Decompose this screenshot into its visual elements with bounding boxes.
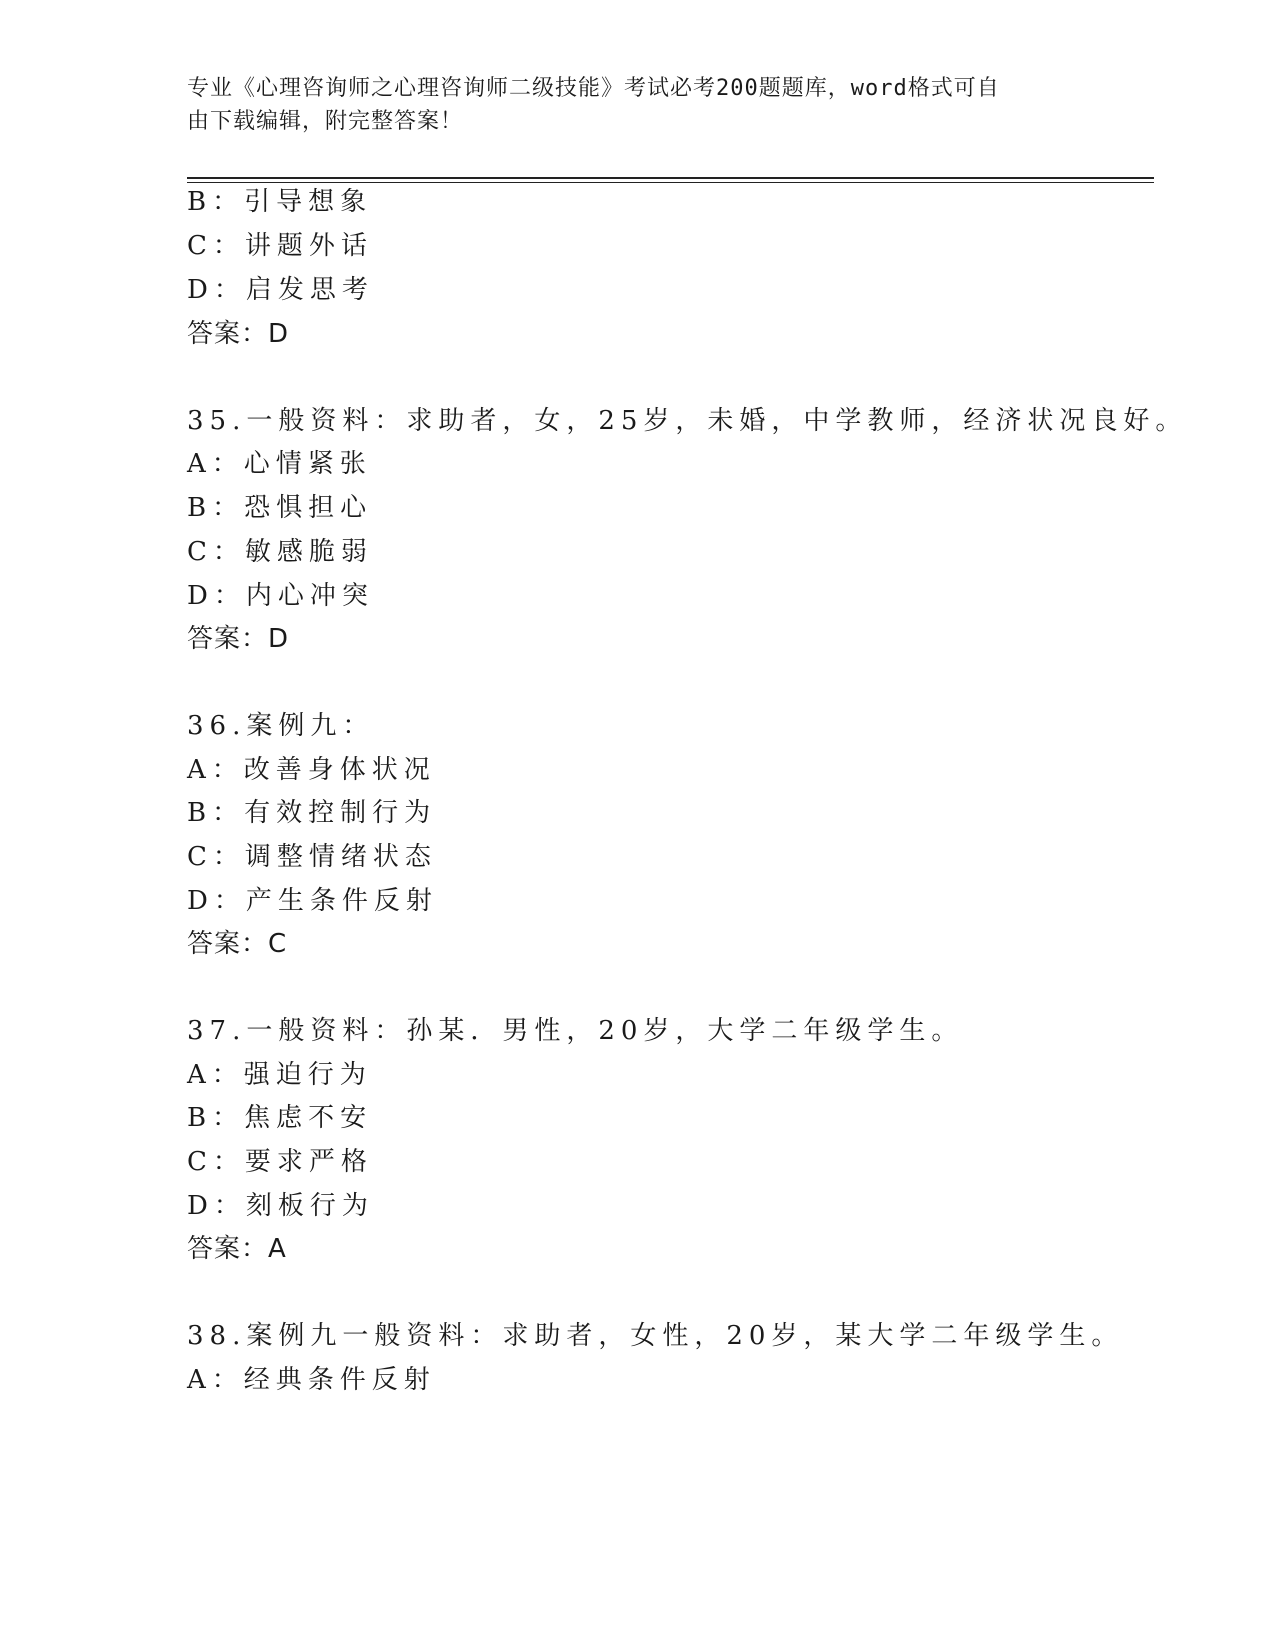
q36-option-c: C：调整情绪状态 <box>187 842 437 872</box>
q36-option-b: B：有效控制行为 <box>187 798 437 828</box>
q36-question: 36.案例九： <box>187 711 375 741</box>
q36-answer: 答案：C <box>187 929 288 959</box>
q38-question: 38.案例九一般资料：求助者，女性，20岁，某大学二年级学生。 <box>187 1321 1124 1351</box>
q37-question: 37.一般资料：孙某．男性，20岁，大学二年级学生。 <box>187 1016 964 1046</box>
q35-answer: 答案：D <box>187 624 290 654</box>
q34-option-d: D：启发思考 <box>187 275 374 305</box>
q35-question: 35.一般资料：求助者，女，25岁，未婚，中学教师，经济状况良好。 <box>187 406 1188 436</box>
q37-answer: 答案：A <box>187 1234 287 1264</box>
q35-option-a: A：心情紧张 <box>187 449 372 479</box>
q37-option-c: C：要求严格 <box>187 1147 373 1177</box>
q37-option-d: D：刻板行为 <box>187 1191 374 1221</box>
q35-option-d: D：内心冲突 <box>187 581 374 611</box>
q38-option-a: A：经典条件反射 <box>187 1365 436 1395</box>
q36-option-a: A：改善身体状况 <box>187 755 436 785</box>
q35-option-b: B：恐惧担心 <box>187 493 373 523</box>
header-line-1: 专业《心理咨询师之心理咨询师二级技能》考试必考200题题库，word格式可自 <box>187 76 1000 101</box>
q37-option-b: B：焦虑不安 <box>187 1103 373 1133</box>
header-divider-thick <box>187 177 1154 179</box>
q34-option-b: B：引导想象 <box>187 187 373 217</box>
q34-option-c: C：讲题外话 <box>187 231 373 261</box>
header-line-2: 由下载编辑，附完整答案！ <box>187 109 464 134</box>
q35-option-c: C：敏感脆弱 <box>187 537 373 567</box>
q37-option-a: A：强迫行为 <box>187 1060 372 1090</box>
document-header <box>187 72 1067 138</box>
q34-answer: 答案：D <box>187 319 290 349</box>
q36-option-d: D：产生条件反射 <box>187 886 438 916</box>
